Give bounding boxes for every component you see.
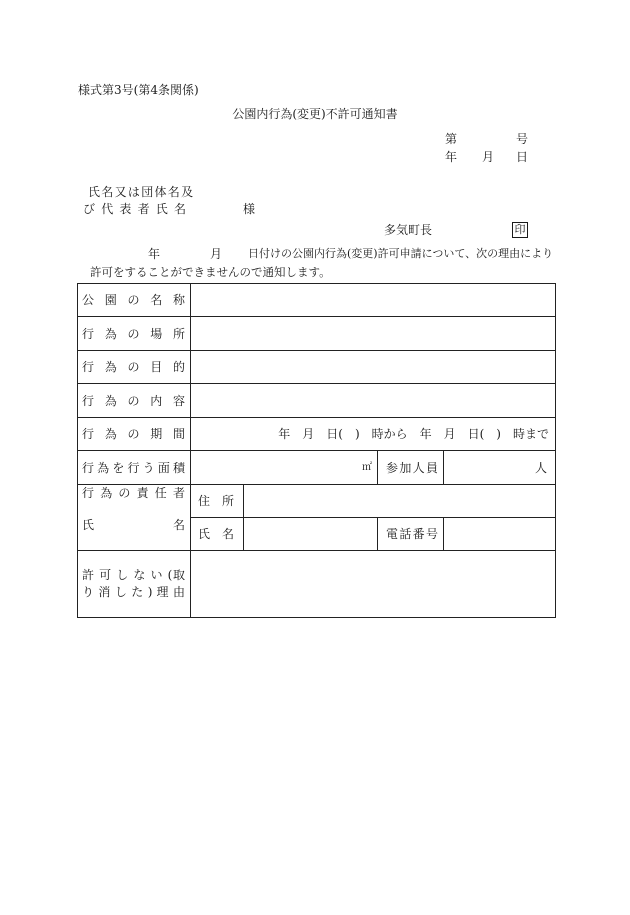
- period-value: 年 月 日( ) 時から 年 月 日( ) 時まで: [191, 418, 556, 451]
- reference-year: 年: [445, 150, 458, 164]
- addressee-honorific: 様: [243, 202, 256, 216]
- seal-mark: 印: [512, 222, 528, 238]
- address-label: 住 所: [191, 485, 244, 518]
- row-purpose: [78, 351, 556, 384]
- reference-day: 日: [516, 150, 529, 164]
- row-period: [78, 418, 556, 451]
- addressee-line1: 氏名又は団体名及: [88, 185, 195, 199]
- reference-number-suffix: 号: [516, 132, 529, 146]
- participants-label: 参加人員: [378, 451, 444, 485]
- purpose-value: [191, 351, 556, 384]
- notice-month: 月: [210, 247, 223, 261]
- reason-label-line2: り 消 し た ) 理 由: [82, 585, 185, 599]
- reason-label-line1: 許 可 し な い (取: [82, 568, 185, 582]
- notice-text-line1: 日付けの公園内行為(変更)許可申請について、次の理由により: [248, 247, 554, 260]
- purpose-label: 行 為 の 目 的: [78, 351, 191, 384]
- row-reason: [78, 551, 556, 618]
- issuer-name: 多気町長: [384, 223, 433, 237]
- park-name-label: 公 園 の 名 称: [78, 284, 191, 317]
- addressee-line2: び 代 表 者 氏 名: [83, 202, 186, 216]
- name-value: [244, 518, 378, 551]
- address-value: [244, 485, 556, 518]
- name-label: 氏 名: [191, 518, 244, 551]
- phone-label: 電話番号: [378, 518, 444, 551]
- content-value: [191, 384, 556, 418]
- responsible-label-line1: 行 為 の 責 任 者: [82, 486, 185, 500]
- document-title: 公園内行為(変更)不許可通知書: [232, 107, 398, 121]
- notice-table: [77, 283, 556, 618]
- reason-label: [78, 551, 191, 618]
- area-value: ㎡: [191, 451, 378, 485]
- period-label: 行 為 の 期 間: [78, 418, 191, 451]
- content-label: 行 為 の 内 容: [78, 384, 191, 418]
- form-number: 様式第3号(第4条関係): [78, 83, 199, 97]
- responsible-label-line2: 氏 名: [82, 518, 185, 532]
- row-location: [78, 317, 556, 351]
- notice-text-line2: 許可をすることができませんので通知します。: [90, 265, 331, 279]
- responsible-label: [78, 485, 191, 551]
- row-park-name: [78, 284, 556, 317]
- reference-number-prefix: 第: [445, 132, 458, 146]
- location-value: [191, 317, 556, 351]
- area-label: 行為を行う面積: [78, 451, 191, 485]
- park-name-value: [191, 284, 556, 317]
- location-label: 行 為 の 場 所: [78, 317, 191, 351]
- row-area: [78, 451, 556, 485]
- row-content: [78, 384, 556, 418]
- phone-value: [444, 518, 556, 551]
- reason-value: [191, 551, 556, 618]
- reference-month: 月: [482, 150, 495, 164]
- row-responsible-address: [78, 485, 556, 518]
- notice-year: 年: [148, 247, 161, 261]
- participants-value: 人: [444, 451, 556, 485]
